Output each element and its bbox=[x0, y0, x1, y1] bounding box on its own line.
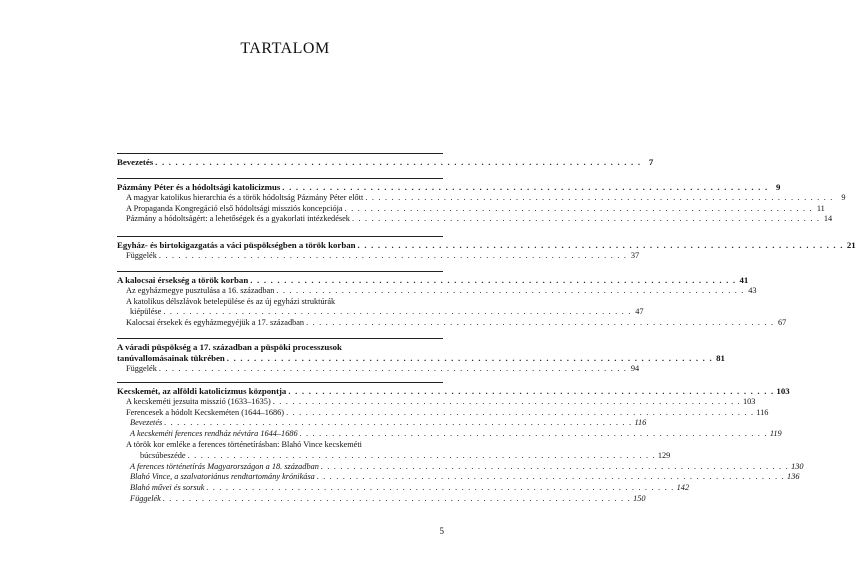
toc-subentry bbox=[117, 450, 671, 462]
toc-section-4 bbox=[117, 275, 787, 329]
toc-subentry bbox=[117, 214, 833, 225]
entry-page: 43 bbox=[748, 285, 757, 295]
entry-title: kiépülése bbox=[130, 307, 162, 317]
entry-title: tanúvallomásainak tükrében bbox=[117, 352, 225, 363]
entry-title: A Propaganda Kongregáció első hódoltsági missziós koncepciója bbox=[126, 203, 343, 213]
entry-page: 81 bbox=[716, 352, 725, 363]
entry-page: 14 bbox=[823, 214, 833, 224]
toc-subentry bbox=[117, 396, 756, 408]
entry-title: Kecskemét, az alföldi katolicizmus központja bbox=[117, 386, 287, 396]
entry-title: A ferences történetírás Magyarországon a 18. században bbox=[130, 461, 319, 471]
toc-section-6 bbox=[117, 386, 804, 505]
entry-page: 9 bbox=[841, 192, 846, 202]
toc-entry bbox=[117, 240, 856, 251]
section-rule bbox=[117, 338, 443, 339]
entry-title: Blahó művei és sorsuk bbox=[130, 483, 205, 493]
toc-subentry bbox=[117, 363, 640, 375]
entry-title: Bevezetés bbox=[130, 418, 163, 428]
toc-subentry bbox=[117, 203, 825, 215]
entry-title: A kecskeméti jezsuita misszió (1633–1635) bbox=[126, 396, 271, 406]
entry-page: 9 bbox=[775, 182, 781, 192]
entry-page: 130 bbox=[791, 461, 804, 471]
entry-page: 103 bbox=[776, 386, 790, 396]
entry-title: Pázmány Péter és a hódoltsági katolicizmus bbox=[117, 182, 281, 192]
toc-section-3 bbox=[117, 240, 856, 262]
toc-subentry bbox=[117, 418, 647, 429]
entry-title: A kecskeméti ferences rendház névtára 1644–1686 bbox=[130, 429, 298, 439]
entry-page: 116 bbox=[756, 407, 769, 417]
toc-subentry bbox=[117, 307, 644, 318]
entry-page: 21 bbox=[846, 240, 856, 250]
entry-title: Bevezetés bbox=[117, 157, 154, 167]
entry-title: Függelék bbox=[126, 250, 157, 260]
entry-title: A kalocsai érsekség a török korban bbox=[117, 275, 249, 285]
toc-subentry bbox=[117, 493, 646, 505]
entry-page: 116 bbox=[634, 418, 647, 428]
entry-page: 94 bbox=[630, 363, 640, 373]
toc-subentry bbox=[117, 483, 690, 494]
toc-subentry bbox=[117, 440, 443, 451]
entry-page: 7 bbox=[648, 157, 654, 167]
entry-page: 103 bbox=[742, 396, 756, 406]
entry-page: 150 bbox=[633, 493, 646, 503]
entry-page: 47 bbox=[635, 307, 644, 317]
section-rule bbox=[117, 271, 443, 272]
toc-entry bbox=[117, 275, 749, 286]
entry-page: 142 bbox=[676, 483, 690, 493]
entry-title: Ferencesek a hódolt Kecskeméten (1644–1686) bbox=[126, 407, 285, 417]
entry-title: A váradi püspökség a 17. században a püspöki processzusok bbox=[117, 342, 342, 352]
entry-title: A magyar katolikus hierarchia és a török hódoltság Pázmány Péter előtt bbox=[126, 192, 364, 202]
entry-title: Az egyházmegye pusztulása a 16. században bbox=[126, 285, 275, 295]
toc-entry bbox=[117, 386, 790, 397]
page-title: TARTALOM bbox=[240, 40, 330, 57]
entry-title: A török kor emléke a ferences történetírásban: Blahó Vince kecskeméti bbox=[126, 439, 362, 449]
entry-page: 67 bbox=[778, 318, 787, 328]
section-rule bbox=[117, 236, 443, 237]
toc-entry bbox=[117, 352, 725, 364]
toc-subentry bbox=[117, 472, 800, 483]
entry-page: 41 bbox=[739, 275, 749, 285]
toc-subentry bbox=[117, 285, 757, 297]
toc-subentry bbox=[117, 297, 443, 308]
entry-title: Pázmány a hódoltságért: a lehetőségek és a gyakorlati intézkedések bbox=[126, 214, 350, 224]
entry-page: 37 bbox=[630, 250, 640, 260]
entry-page: 11 bbox=[816, 203, 825, 213]
toc-section-5 bbox=[117, 342, 725, 374]
entry-title: Blahó Vince, a szalvatoriánus rendtartomány krónikása bbox=[130, 472, 315, 482]
toc-subentry bbox=[117, 429, 782, 440]
toc-subentry bbox=[117, 250, 640, 262]
entry-title: A katolikus délszlávok betelepülése és az új egyházi struktúrák bbox=[126, 296, 336, 306]
toc-entry bbox=[117, 157, 654, 168]
toc-subentry bbox=[117, 192, 846, 204]
toc-section-1 bbox=[117, 157, 654, 168]
toc-subentry bbox=[117, 407, 769, 419]
toc-entry bbox=[117, 182, 781, 193]
section-rule bbox=[117, 382, 443, 383]
section-rule bbox=[117, 178, 443, 179]
entry-page: 136 bbox=[787, 472, 800, 482]
toc-subentry bbox=[117, 318, 787, 329]
toc-subentry bbox=[117, 461, 804, 473]
entry-title: Kalocsai érsekek és egyházmegyéjük a 17. században bbox=[126, 318, 305, 328]
entry-page: 119 bbox=[769, 429, 782, 439]
entry-page: 129 bbox=[657, 450, 671, 460]
entry-title: Függelék bbox=[126, 363, 157, 373]
toc-entry bbox=[117, 342, 443, 353]
entry-title: Egyház- és birtokigazgatás a váci püspökségben a török korban bbox=[117, 240, 356, 250]
entry-title: búcsúbeszéde bbox=[140, 450, 186, 460]
toc-section-2 bbox=[117, 182, 846, 225]
entry-title: Függelék bbox=[130, 493, 161, 503]
page-number: 5 bbox=[439, 526, 444, 536]
section-rule bbox=[117, 153, 443, 154]
